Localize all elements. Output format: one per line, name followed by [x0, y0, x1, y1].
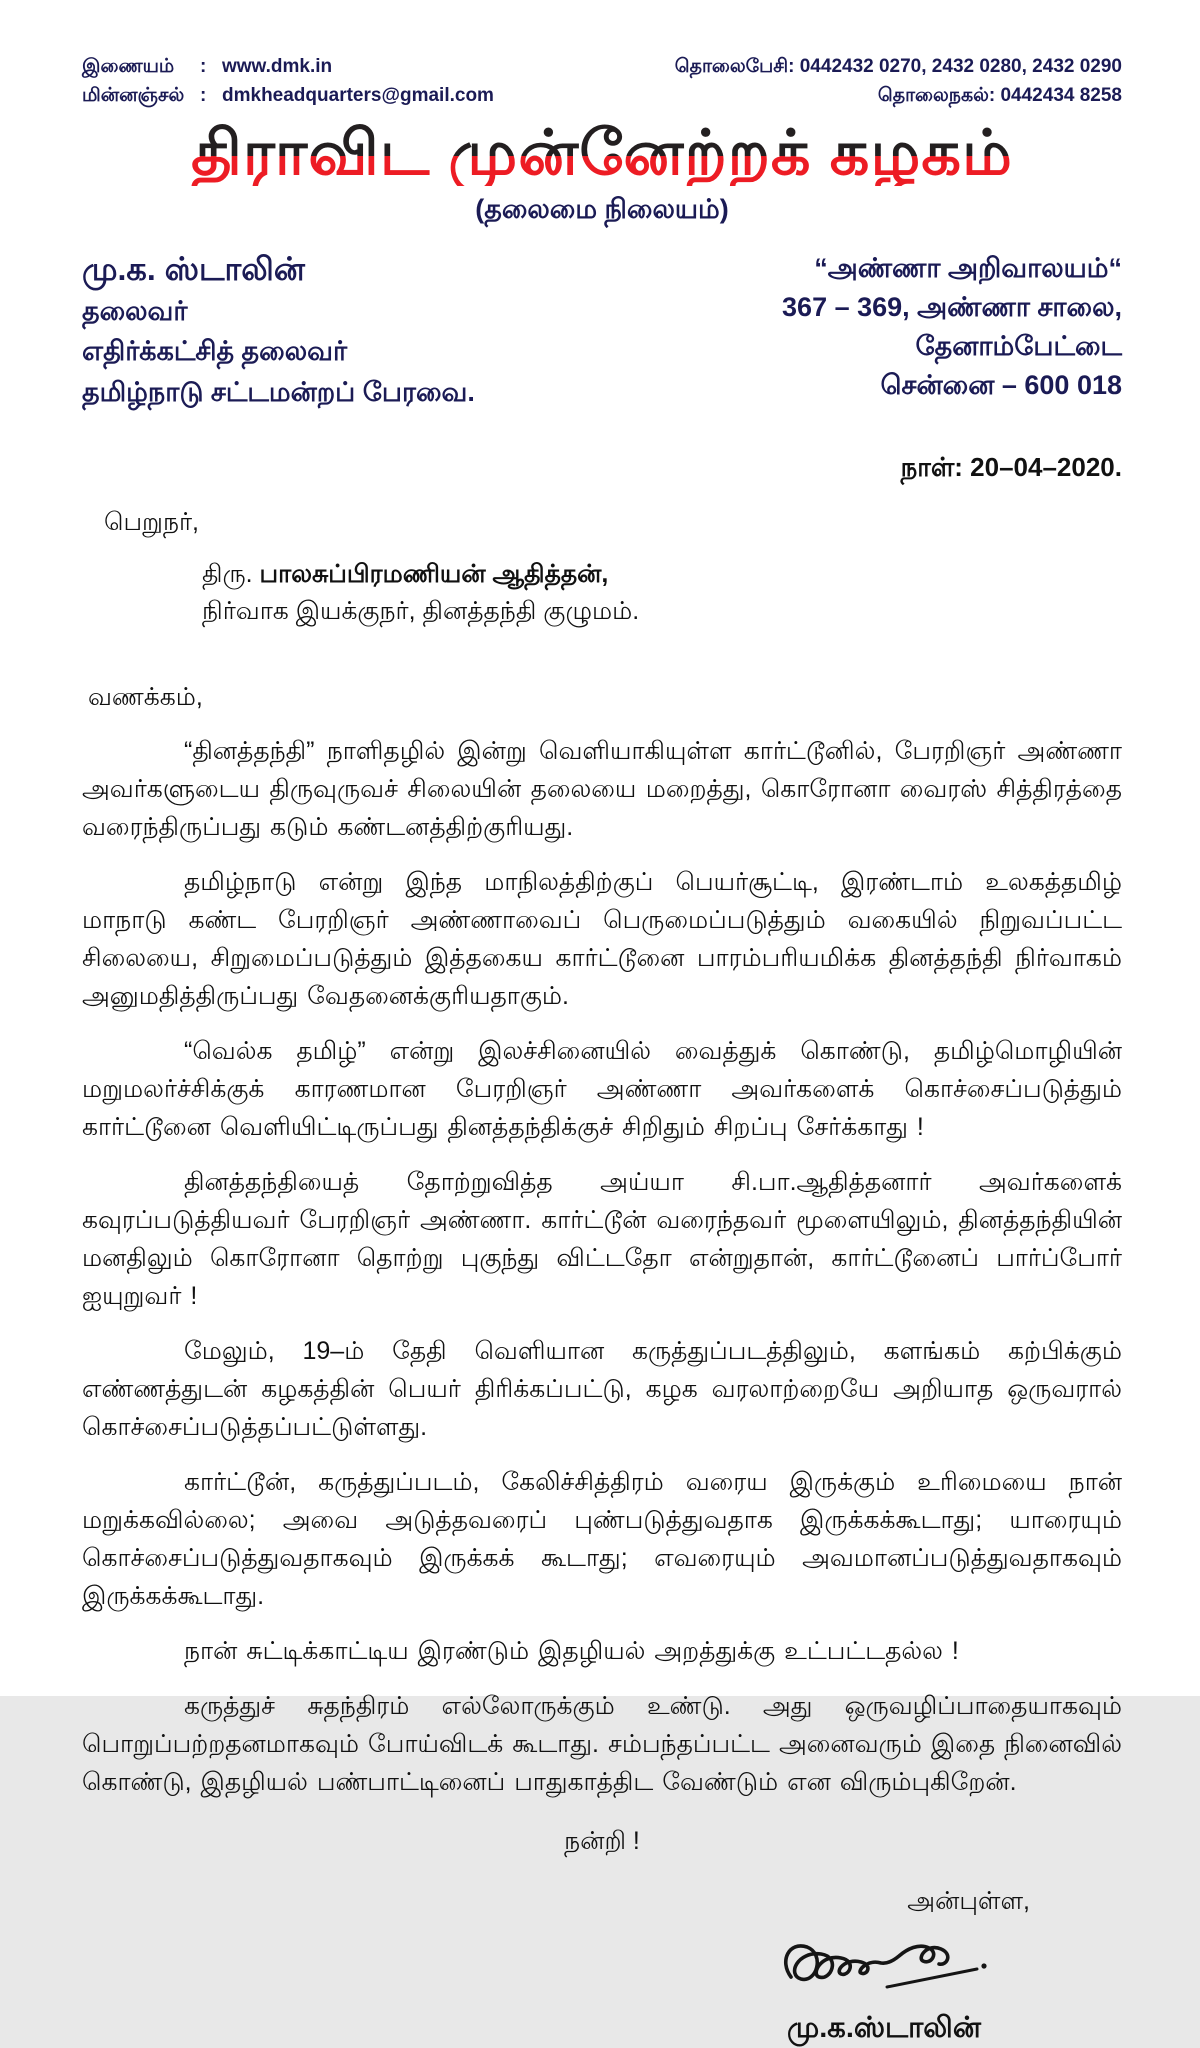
paragraph: நான் சுட்டிக்காட்டிய இரண்டும் இதழியல் அறத்துக்கு உட்பட்டதல்ல !	[184, 1636, 959, 1665]
signature	[734, 1921, 1034, 2012]
greeting: வணக்கம்,	[88, 682, 203, 711]
phone-line: தொலைபேசி: 0442432 0270, 2432 0280, 2432 0290	[674, 56, 1122, 77]
website-label: இணையம்	[82, 56, 175, 77]
colon: :	[200, 56, 207, 77]
office-address-block	[782, 249, 1122, 412]
paragraph: கருத்துச் சுதந்திரம் எல்லோருக்கும் உண்டு. அது ஒருவழிப்பாதையாகவும் பொறுப்பற்றதனமாகவும் போய்விடக் கூடாது. சம்பந்தப்பட்ட அனைவரும் இதை நினைவில் கொண்டு, இதழியல் பண்பாட்டினைப் பாதுகாத்திட வேண்டும் என விரும்புகிறேன்.	[82, 1691, 1122, 1796]
recipient-role: நிர்வாக இயக்குநர், தினத்தந்தி குழுமம்.	[202, 597, 640, 626]
paragraph: தினத்தந்தியைத் தோற்றுவித்த அய்யா சி.பா.ஆதித்தனார் அவர்களைக் கவுரப்படுத்தியவர் பேரறிஞர் அண்ணா. கார்ட்டூன் வரைந்தவர் மூளையிலும், தினத்தந்தியின் மனதிலும் கொரோனா தொற்று புகுந்து விட்டதோ என்றுதான், கார்ட்டூனைப் பார்ப்போர் ஐயுறுவர் !	[82, 1167, 1122, 1310]
sender-title-1: தலைவர்	[82, 295, 188, 326]
letter-body	[82, 732, 1122, 1801]
paragraph: மேலும், 19–ம் தேதி வெளியான கருத்துப்படத்திலும், களங்கம் கற்பிக்கும் எண்ணத்துடன் கழகத்தின் பெயர் திரிக்கப்பட்டு, கழக வரலாற்றையே அறியாத ஒருவரால் கொச்சைப்படுத்தப்பட்டுள்ளது.	[82, 1336, 1122, 1441]
recipient-name-line	[202, 556, 1122, 594]
signature-scribble-icon	[769, 1921, 999, 2007]
sender-title-2: எதிர்க்கட்சித் தலைவர்	[82, 336, 348, 367]
fax-line: தொலைநகல்: 0442434 8258	[877, 85, 1122, 107]
paragraph: “வெல்க தமிழ்” என்று இலச்சினையில் வைத்துக் கொண்டு, தமிழ்மொழியின் மறுமலர்ச்சிக்குக் காரணமான பேரறிஞர் அண்ணா அவர்களைக் கொச்சைப்படுத்தும் கார்ட்டூனை வெளியிட்டிருப்பது தினத்தந்திக்குச் சிறிதும் சிறப்பு சேர்க்காது !	[82, 1036, 1122, 1141]
colon: :	[200, 85, 207, 107]
recipient-label: பெறுநர்,	[104, 508, 200, 537]
recipient-block	[82, 504, 1122, 631]
sender-address-row	[82, 249, 1122, 412]
closing-word: அன்புள்ள,	[907, 1886, 1030, 1915]
signatory-name: மு.க.ஸ்டாலின்	[787, 2011, 981, 2044]
sender-title-3: தமிழ்நாடு சட்டமன்றப் பேரவை.	[82, 376, 475, 407]
office-address-line: “அண்ணா அறிவாலயம்“	[814, 252, 1122, 283]
email-value: dmkheadquarters@gmail.com	[222, 85, 494, 107]
office-address-line: சென்னை – 600 018	[880, 370, 1122, 401]
paragraph: கார்ட்டூன், கருத்துப்படம், கேலிச்சித்திரம் வரைய இருக்கும் உரிமையை நான் மறுக்கவில்லை; அவை அடுத்தவரைப் புண்படுத்துவதாக இருக்கக்கூடாது; யாரையும் கொச்சைப்படுத்துவதாகவும் இருக்கக் கூடாது; எவரையும் அவமானப்படுத்துவதாகவும் இருக்கக்கூடாது.	[82, 1467, 1122, 1610]
headquarters-subtitle: (தலைமை நிலையம்)	[475, 193, 729, 224]
paragraph: தமிழ்நாடு என்று இந்த மாநிலத்திற்குப் பெயர்சூட்டி, இரண்டாம் உலகத்தமிழ் மாநாடு கண்ட பேரறிஞர் அண்ணாவைப் பெருமைப்படுத்தும் வகையில் நிறுவப்பட்ட சிலையை, சிறுமைப்படுத்தும் இத்தகைய கார்ட்டூனை பாரம்பரியமிக்க தினத்தந்தி நிர்வாகம் அனுமதித்திருப்பது வேதனைக்குரியதாகும்.	[82, 867, 1122, 1010]
letterhead-contact-row	[82, 52, 1122, 111]
closing-block	[734, 1887, 1034, 2048]
contact-right	[675, 52, 1122, 111]
date-line: நாள்: 20–04–2020.	[900, 452, 1122, 483]
thanks-line: நன்றி !	[564, 1826, 640, 1855]
masthead	[82, 118, 1122, 229]
office-address-line: 367 – 369, அண்ணா சாலை,	[782, 292, 1122, 323]
sender-name: மு.க. ஸ்டாலின்	[82, 250, 305, 287]
sender-block	[82, 249, 475, 412]
party-title: திராவிட முன்னேற்றக் கழகம்	[191, 118, 1013, 188]
email-label: மின்னஞ்சல்	[82, 85, 185, 107]
contact-left	[82, 52, 494, 111]
website-row	[82, 52, 494, 81]
website-value: www.dmk.in	[222, 56, 333, 77]
office-address-line: தேனாம்பேட்டை	[915, 331, 1122, 362]
recipient-name: பாலசுப்பிரமணியன் ஆதித்தன்,	[259, 559, 609, 588]
email-row	[82, 81, 494, 110]
recipient-title-prefix: திரு.	[202, 559, 260, 588]
paragraph: “தினத்தந்தி” நாளிதழில் இன்று வெளியாகியுள்ள கார்ட்டூனில், பேரறிஞர் அண்ணா அவர்களுடைய திருவுருவச் சிலையின் தலையை மறைத்து, கொரோனா வைரஸ் சித்திரத்தை வரைந்திருப்பது கடும் கண்டனத்திற்குரியது.	[82, 736, 1122, 841]
